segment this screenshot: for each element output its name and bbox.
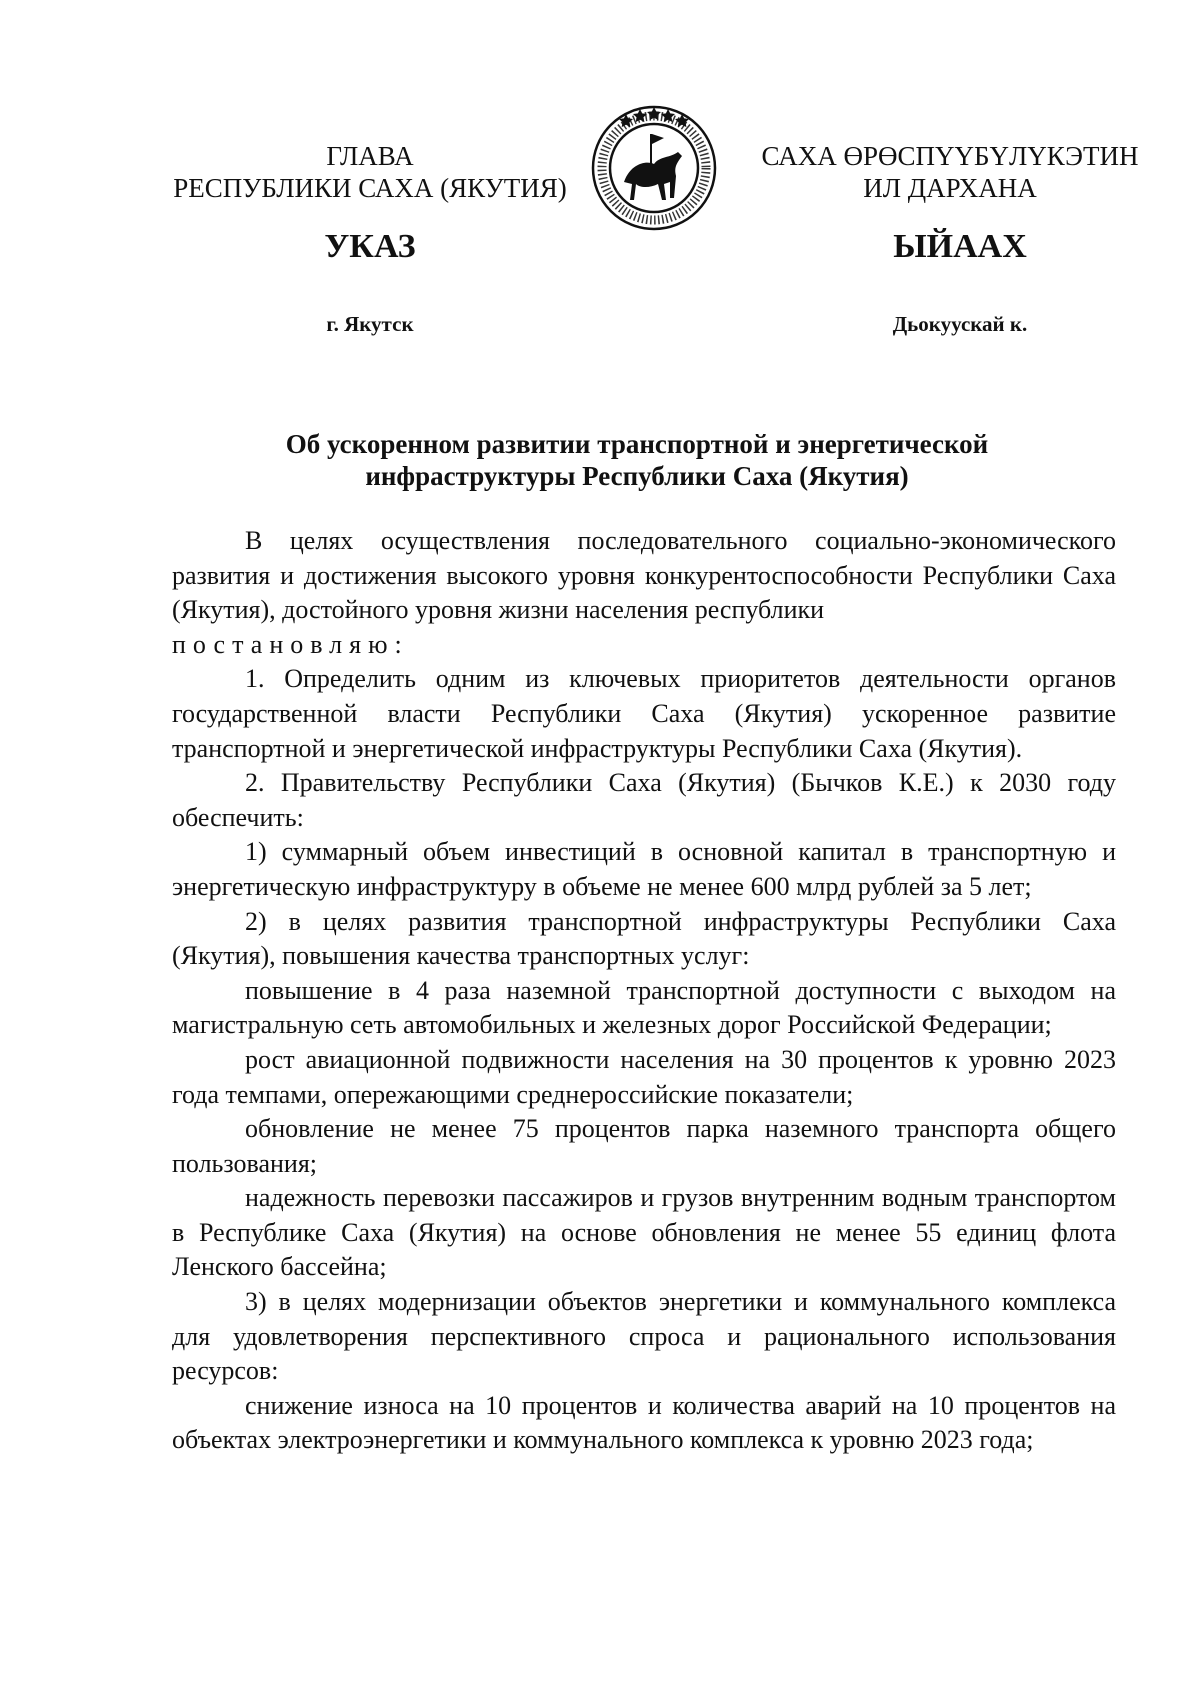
header-right-line2: ИЛ ДАРХАНА xyxy=(863,173,1037,203)
decree-title-ru: УКАЗ xyxy=(324,228,416,265)
paragraph-2-2-c: обновление не менее 75 процентов парка наземного транспорта общего пользования; xyxy=(172,1114,1116,1178)
title-line2: инфраструктуры Республики Саха (Якутия) xyxy=(365,461,909,491)
paragraph-2-2: 2) в целях развития транспортной инфраструктуры Республики Саха (Якутия), повышения качества транспортных услуг: xyxy=(172,906,1116,971)
header-left xyxy=(160,140,580,204)
city-sah: Дьокуускай к. xyxy=(892,312,1028,336)
header-left-line1: ГЛАВА xyxy=(326,141,414,171)
document-title xyxy=(160,428,1114,492)
paragraph-1: 1. Определить одним из ключевых приоритетов деятельности органов государственной власти Республики Саха (Якутия) ускоренное развитие транспортной и энергетической инфраструктуры Республики Саха (Якутия). xyxy=(172,664,1116,763)
intro-paragraph: В целях осуществления последовательного социально-экономического развития и достижения высокого уровня конкурентоспособности Республики Саха (Якутия), достойного уровня жизни населения республики xyxy=(172,526,1116,625)
city-ru: г. Якутск xyxy=(326,312,414,336)
paragraph-2: 2. Правительству Республики Саха (Якутия) (Бычков К.Е.) к 2030 году обеспечить: xyxy=(172,768,1116,832)
paragraph-2-3-a: снижение износа на 10 процентов и количества аварий на 10 процентов на объектах электроэнергетики и коммунального комплекса к уровню 2023 года; xyxy=(172,1390,1116,1455)
coat-of-arms-emblem-icon xyxy=(590,104,718,232)
header-right-line1: САХА ӨРӨСПҮҮБҮЛҮКЭТИН xyxy=(761,141,1139,171)
header-right xyxy=(750,140,1150,204)
decree-word: постановляю: xyxy=(172,629,409,659)
paragraph-2-2-a: повышение в 4 раза наземной транспортной доступности с выходом на магистральную сеть автомобильных и железных дорог Российской Федерации; xyxy=(172,975,1116,1040)
document-body xyxy=(172,524,1116,1458)
title-line1: Об ускоренном развитии транспортной и энергетической xyxy=(285,429,989,459)
decree-title-sah: ЫЙААХ xyxy=(893,228,1027,265)
paragraph-2-1: 1) суммарный объем инвестиций в основной капитал в транспортную и энергетическую инфраструктуру в объеме не менее 600 млрд рублей за 5 лет; xyxy=(172,837,1116,901)
paragraph-2-2-b: рост авиационной подвижности населения на 30 процентов к уровню 2023 года темпами, опережающими среднероссийские показатели; xyxy=(172,1044,1116,1109)
paragraph-2-2-d: надежность перевозки пассажиров и грузов внутренним водным транспортом в Республике Саха (Якутия) на основе обновления не менее 55 единиц флота Ленского бассейна; xyxy=(172,1183,1116,1282)
paragraph-2-3: 3) в целях модернизации объектов энергетики и коммунального комплекса для удовлетворения перспективного спроса и рационального использования ресурсов: xyxy=(172,1287,1116,1386)
header-left-line2: РЕСПУБЛИКИ САХА (ЯКУТИЯ) xyxy=(173,173,567,203)
